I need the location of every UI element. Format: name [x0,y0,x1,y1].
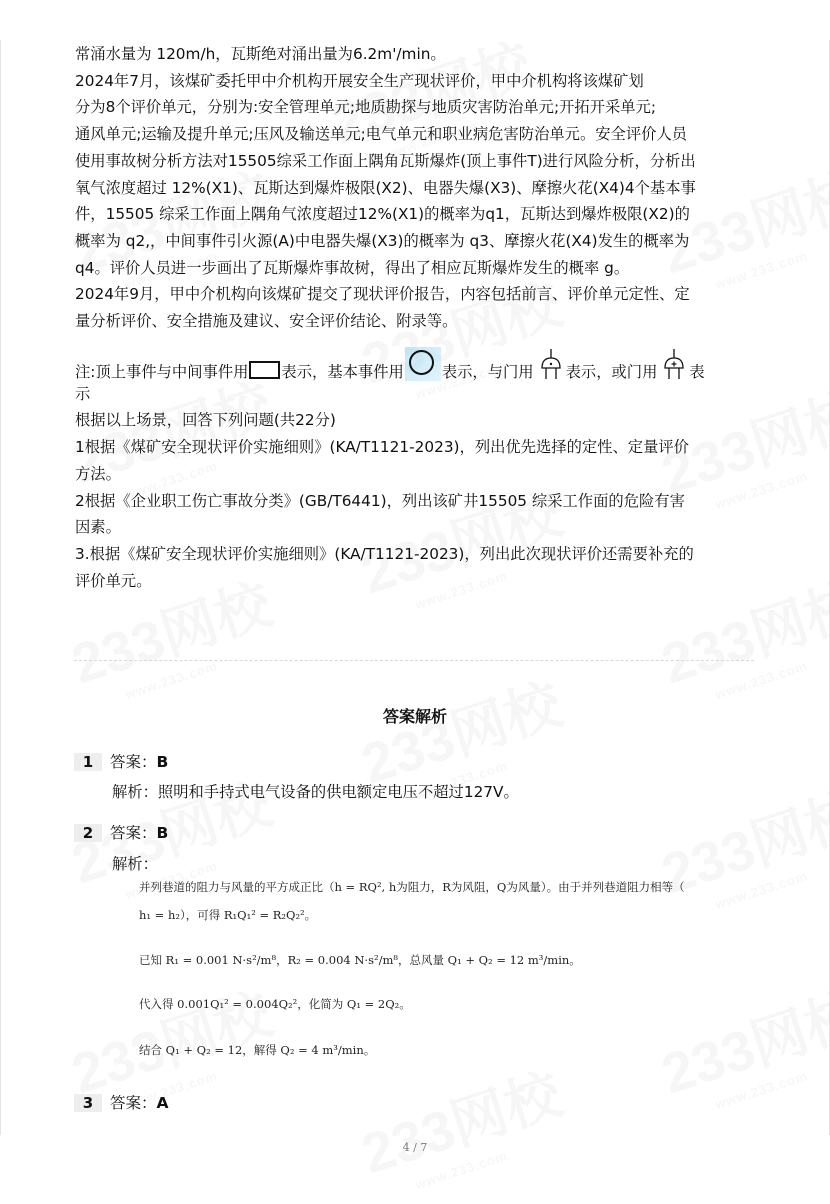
question-item: 3.根据《煤矿安全现状评价实施细则》(KA/T1121-2023)，列出此次现状评价还需要补充的 [75,544,694,563]
math-line: 代入得 0.001Q₁² = 0.004Q₂²，化简为 Q₁ = 2Q₂。 [139,997,411,1011]
question-prompt: 根据以上场景，回答下列问题(共22分) [75,411,336,430]
answer-label: 答案： [110,1094,157,1112]
circle-shape [409,350,434,375]
question-number-badge: 2 [74,824,102,842]
question-item: 因素。 [75,518,121,537]
question-item: 1根据《煤矿安全现状评价实施细则》(KA/T1121-2023)，列出优先选择的定性、定量评价 [75,438,689,457]
scenario-line: 使用事故树分析方法对15505综采工作面上隅角瓦斯爆炸(顶上事件T)进行风险分析，分析出 [75,151,696,170]
section-divider [74,660,754,661]
scenario-line: 通风单元;运输及提升单元;压风及输送单元;电气单元和职业病危害防治单元。安全评价人员 [75,125,688,144]
legend-text: 表示，基本事件用 [281,362,404,381]
scenario-line: 氧气浓度超过 12%(X1)、瓦斯达到爆炸极限(X2)、电器失爆(X3)、摩擦火花(X4)4个基本事 [75,178,696,197]
answer-value: A [156,1094,169,1112]
answer-value: B [156,753,169,771]
legend-text-continued: 示 [75,384,91,403]
scenario-line: 2024年9月，甲中介机构向该煤矿提交了现状评价报告，内容包括前言、评价单元定性、定 [75,285,690,304]
math-line: 已知 R₁ = 0.001 N·s²/m⁸，R₂ = 0.004 N·s²/m⁸，总风量 Q₁ + Q₂ = 12 m³/min。 [139,953,581,967]
analysis-1 [112,780,519,802]
question-item: 2根据《企业职工伤亡事故分类》(GB/T6441)，列出该矿井15505 综采工作面的危险有害 [75,491,685,510]
question-item: 方法。 [75,464,121,483]
legend-text: 表 [689,362,705,381]
question-number-badge: 3 [74,1094,102,1112]
analysis-label: 解析： [112,783,158,801]
scenario-line: q4。评价人员进一步画出了瓦斯爆炸事故树，得出了相应瓦斯爆炸发生的概率 g。 [75,258,630,277]
answer-row-2 [74,821,168,843]
and-gate-icon [540,349,562,383]
answer-value: B [156,824,169,842]
answers-title: 答案解析 [382,707,447,726]
legend-text: 注:顶上事件与中间事件用 [75,362,249,381]
answer-row-3 [74,1091,169,1113]
symbol-legend [75,347,765,387]
scenario-line: 分为8个评价单元，分别为:安全管理单元;地质勘探与地质灾害防治单元;开拓开采单元; [75,98,657,117]
rectangle-event-icon [249,361,280,379]
page-indicator: 4 / 7 [402,1141,428,1154]
scenario-line: 件，15505 综采工作面上隅角气浓度超过12%(X1)的概率为q1，瓦斯达到爆炸极限(X2)的 [75,205,690,224]
scenario-line: 常涌水量为 120m/h，瓦斯绝对涌出量为6.2m'/min。 [75,45,446,63]
legend-text: 表示，与门用 [441,362,534,381]
analysis-label: 解析： [112,855,158,873]
answer-row-1 [74,750,168,772]
scenario-line: 量分析评价、安全措施及建议、安全评价结论、附录等。 [75,312,458,331]
math-line: 结合 Q₁ + Q₂ = 12，解得 Q₂ = 4 m³/min。 [139,1043,376,1057]
question-item: 评价单元。 [75,571,152,590]
scenario-line: 概率为 q2,，中间事件引火源(A)中电器失爆(X3)的概率为 q3、摩擦火花(X4)发生的概率为 [75,231,690,250]
analysis-text: 照明和手持式电气设备的供电额定电压不超过127V。 [157,783,519,801]
circle-event-icon [405,347,441,381]
answer-label: 答案： [110,753,157,771]
math-line: h₁ = h₂），可得 R₁Q₁² = R₂Q₂²。 [139,908,317,922]
or-gate-icon [663,349,685,383]
question-number-badge: 1 [74,753,102,771]
answer-label: 答案： [110,824,157,842]
question-body [75,41,765,594]
scenario-line: 2024年7月，该煤矿委托甲中介机构开展安全生产现状评价，甲中介机构将该煤矿划 [75,71,644,90]
math-line: 并列巷道的阻力与风量的平方成正比（h = RQ², h为阻力，R为风阻，Q为风量）。由于并列巷道阻力相等（ [139,880,685,894]
analysis-2 [112,852,158,874]
legend-text: 表示，或门用 [565,362,658,381]
